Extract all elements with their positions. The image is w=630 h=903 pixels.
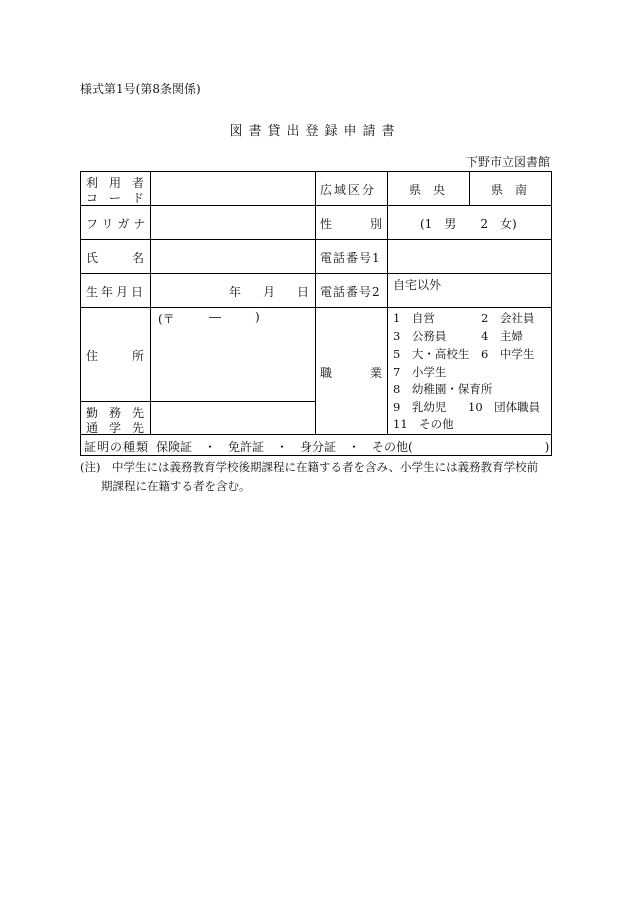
- occupation-label: 職 業: [320, 366, 382, 380]
- occupation-row[interactable]: 11 その他: [393, 417, 454, 431]
- name-label: 氏 名: [86, 251, 144, 265]
- workplace-label-line1: 勤 務 先: [86, 406, 144, 420]
- user-code-label-line2: コ ー ド: [86, 191, 144, 205]
- occupation-row[interactable]: 8 幼稚園・保育所: [393, 382, 493, 396]
- occupation-row[interactable]: 3 公務員 4 主婦: [393, 329, 523, 343]
- dob-label: 生年月日: [86, 285, 147, 299]
- postal-open: (〒: [158, 312, 175, 326]
- form-number: 様式第1号(第8条関係): [80, 82, 201, 96]
- furigana-field[interactable]: [151, 206, 314, 239]
- gender-options[interactable]: (1 男 2 女): [420, 217, 517, 231]
- phone2-label: 電話番号2: [320, 285, 381, 299]
- occupation-row[interactable]: 7 小学生: [393, 365, 447, 379]
- user-code-label-line1: 利 用 者: [86, 176, 144, 190]
- area-label: 広域区分: [320, 183, 377, 197]
- workplace-field[interactable]: [151, 402, 314, 434]
- page-title: 図書貸出登録申請書: [229, 124, 401, 139]
- phone1-label: 電話番号1: [320, 251, 381, 265]
- occupation-row[interactable]: 1 自営 2 会社員: [393, 311, 535, 325]
- library-name: 下野市立図書館: [465, 155, 550, 169]
- dob-day-label: 日: [297, 285, 310, 299]
- address-label: 住 所: [86, 349, 144, 363]
- gender-label: 性 別: [320, 217, 382, 231]
- note-line2: 期課程に在籍する者を含む。: [101, 479, 251, 493]
- note-line1: (注) 中学生には義務教育学校後期課程に在籍する者を含み、小学生には義務教育学校前: [80, 460, 539, 474]
- occupation-row[interactable]: 5 大・高校生 6 中学生: [393, 347, 535, 361]
- id-type-options[interactable]: 保険証 ・ 免許証 ・ 身分証 ・ その他( ): [156, 440, 550, 454]
- occupation-row[interactable]: 9 乳幼児 10 団体職員: [393, 400, 541, 414]
- user-code-field[interactable]: [151, 172, 314, 205]
- address-field[interactable]: [151, 325, 314, 400]
- area-option-kenou[interactable]: 県 央: [409, 183, 446, 197]
- name-field[interactable]: [151, 240, 314, 273]
- id-type-label: 証明の種類: [84, 440, 150, 454]
- furigana-label: フリガナ: [86, 217, 150, 231]
- area-option-kennan[interactable]: 県 南: [491, 183, 528, 197]
- workplace-label-line2: 通 学 先: [86, 421, 144, 435]
- postal-dash: ―: [209, 310, 221, 324]
- phone2-note: 自宅以外: [393, 278, 442, 292]
- phone1-field[interactable]: [388, 240, 551, 273]
- dob-year-label: 年: [229, 285, 242, 299]
- dob-month-label: 月: [263, 285, 276, 299]
- postal-close: ): [255, 310, 260, 324]
